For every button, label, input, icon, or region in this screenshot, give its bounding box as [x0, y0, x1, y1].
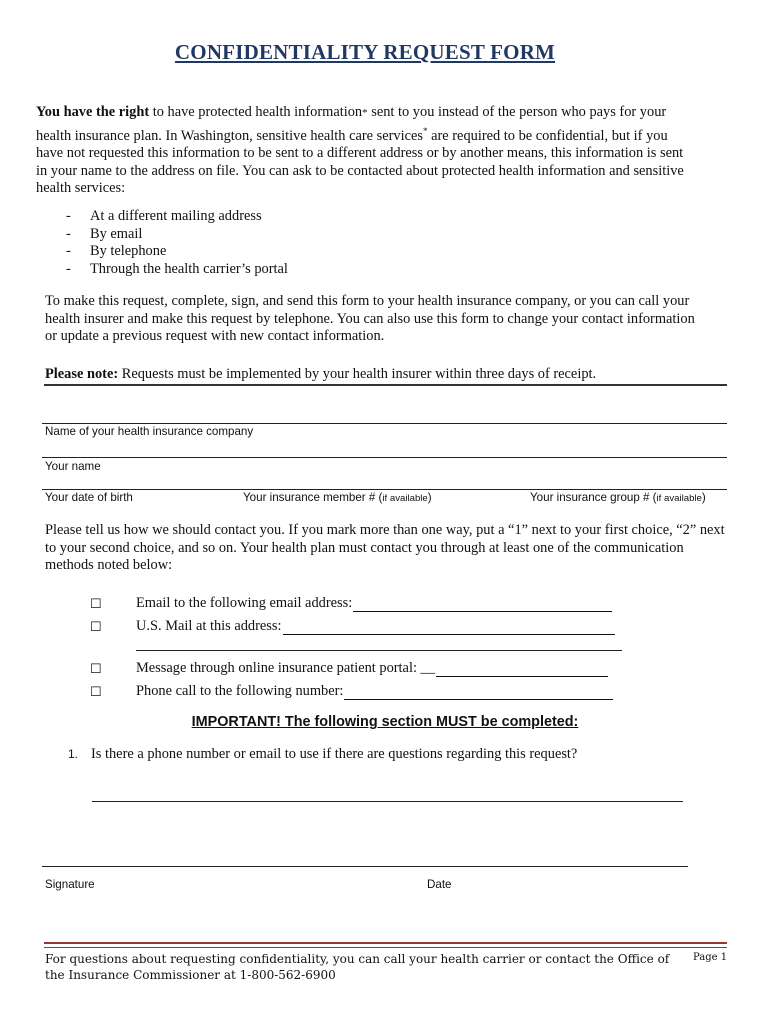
- footer-divider-thin: [44, 947, 727, 948]
- phone-number-input[interactable]: [344, 685, 613, 700]
- name-label: Your name: [45, 460, 101, 473]
- group-close: ): [701, 491, 706, 504]
- intro-text-1: to have protected health information: [149, 104, 363, 120]
- footer-divider: [44, 942, 727, 944]
- list-item-label: Through the health carrier’s portal: [90, 260, 288, 277]
- dob-member-group-input-line[interactable]: [42, 489, 727, 490]
- important-heading: IMPORTANT! The following section MUST be completed:: [191, 714, 579, 730]
- signature-date-line[interactable]: [42, 866, 688, 867]
- question-1: [68, 746, 577, 763]
- contact-option-email: [90, 595, 612, 612]
- mail-checkbox[interactable]: ☐: [90, 619, 102, 634]
- portal-input[interactable]: [436, 662, 608, 677]
- member-label-text: Your insurance member # (: [243, 491, 383, 504]
- question-text: Is there a phone number or email to use if there are questions regarding this request?: [91, 746, 578, 762]
- intro-paragraph: [36, 104, 686, 198]
- intro-asterisk-1: *: [362, 107, 368, 119]
- list-dash: -: [66, 225, 71, 242]
- name-input-line[interactable]: [42, 457, 727, 458]
- company-label: Name of your health insurance company: [45, 425, 254, 438]
- question-answer-line[interactable]: [92, 801, 683, 802]
- intro-lead: You have the right: [36, 104, 150, 120]
- group-label-text: Your insurance group # (: [530, 491, 657, 504]
- mail-option-label: U.S. Mail at this address:: [136, 618, 282, 634]
- signature-label: Signature: [45, 878, 95, 891]
- list-item-label: By email: [90, 225, 143, 242]
- list-item: [66, 243, 288, 261]
- member-hint: if available: [382, 493, 428, 504]
- note-label: Please note:: [45, 366, 119, 382]
- list-item: [66, 226, 288, 244]
- intro-asterisk-2: *: [423, 125, 428, 136]
- dob-label: Your date of birth: [45, 491, 133, 504]
- email-option-label: Email to the following email address:: [136, 595, 353, 611]
- intro-text-2: sent to you instead of the person who pays for your health insurance plan. In Washington, sensitive health care services: [36, 104, 667, 144]
- contact-option-phone: [90, 683, 613, 700]
- email-address-input[interactable]: [353, 597, 612, 612]
- portal-checkbox[interactable]: ☐: [90, 661, 102, 676]
- list-item: [66, 261, 288, 279]
- contact-option-portal: [90, 660, 608, 677]
- please-note: [45, 366, 685, 384]
- list-dash: -: [66, 208, 71, 224]
- phone-checkbox[interactable]: ☐: [90, 684, 102, 699]
- list-dash: -: [66, 243, 71, 260]
- note-divider: [44, 384, 727, 386]
- phone-option-label: Phone call to the following number:: [136, 683, 344, 699]
- mail-address-input[interactable]: [283, 620, 615, 635]
- instructions-paragraph: To make this request, complete, sign, and send this form to your health insurance company, or you can call your health insurer and make this request by telephone. You can also use this form to change your contact information or update a previous request with new contact information.: [45, 293, 695, 345]
- list-item-label: At a different mailing address: [90, 208, 262, 224]
- member-close: ): [427, 491, 432, 504]
- contact-methods-list: [66, 208, 288, 278]
- member-number-label: [243, 491, 432, 504]
- group-number-label: [530, 491, 706, 504]
- list-dash: -: [66, 260, 71, 277]
- list-item: [66, 208, 288, 226]
- contact-option-mail: [90, 618, 615, 635]
- date-label: Date: [427, 878, 452, 891]
- email-checkbox[interactable]: ☐: [90, 596, 102, 611]
- note-text: Requests must be implemented by your health insurer within three days of receipt.: [118, 366, 597, 382]
- contact-instructions: Please tell us how we should contact you. If you mark more than one way, put a “1” next to your first choice, “2” next to your second choice, and so on. Your health plan must contact you through at least one of the communication methods noted below:: [45, 522, 725, 574]
- form-title: CONFIDENTIALITY REQUEST FORM: [174, 40, 556, 64]
- question-number: 1.: [68, 747, 79, 761]
- page-number: Page 1: [693, 952, 728, 963]
- mail-address-input-line-2[interactable]: [136, 650, 622, 651]
- group-hint: if available: [656, 493, 702, 504]
- portal-option-label: Message through online insurance patient portal: __: [136, 660, 435, 676]
- company-input-line[interactable]: [42, 423, 727, 424]
- footer-text: For questions about requesting confidentiality, you can call your health carrier or contact the Office of the Insurance Commissioner at 1-800-562-6900: [45, 952, 670, 982]
- intro-text-3: are required to be confidential, but if you have not requested this information to be sent to a different address or by another means, this information is sent in your name to the address on file. You can ask to be contacted about protected health information and sensitive health services:: [36, 127, 684, 197]
- list-item-label: By telephone: [90, 243, 167, 260]
